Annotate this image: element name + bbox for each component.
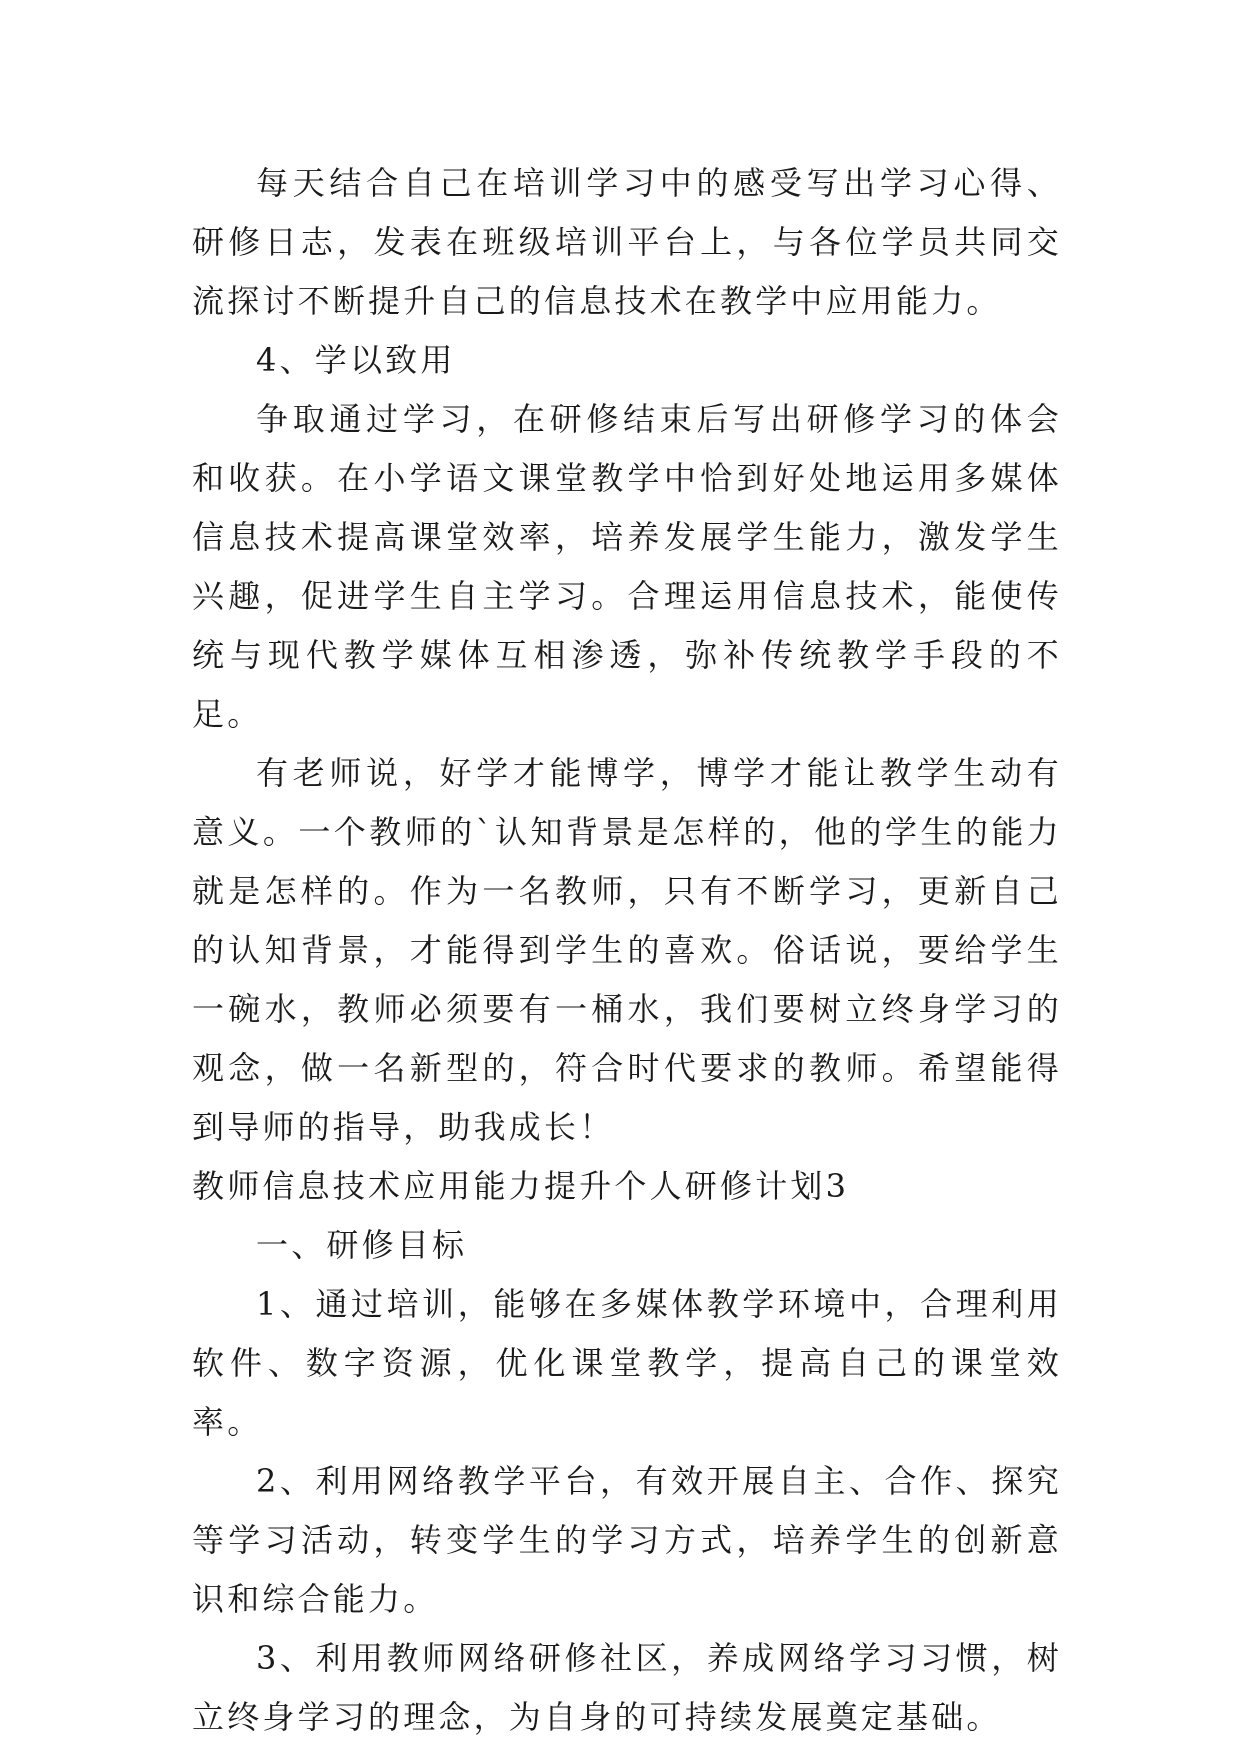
subheading-apply-learning: 4、学以致用: [256, 341, 456, 379]
paragraph-goals: 争取通过学习，在研修结束后写出研修学习的体会和收获。在小学语文课堂教学中恰到好处地运用多媒体信息技术提高课堂效率，培养发展学生能力，激发学生兴趣，促进学生自主学习。合理运用信息技术，能使传统与现代教学媒体互相渗透，弥补传统教学手段的不足。: [192, 400, 1062, 733]
section-heading-objectives: 一、研修目标: [256, 1226, 468, 1264]
section-title: 教师信息技术应用能力提升个人研修计划3: [192, 1167, 850, 1205]
paragraph-teacher-quote: 有老师说，好学才能博学，博学才能让教学生动有意义。一个教师的`认知背景是怎样的，他的学生的能力就是怎样的。作为一名教师，只有不断学习，更新自己的认知背景，才能得到学生的喜欢。俗话说，要给学生一碗水，教师必须要有一桶水，我们要树立终身学习的观念，做一名新型的，符合时代要求的教师。希望能得到导师的指导，助我成长！: [192, 754, 1062, 1146]
document-body: [192, 154, 1062, 1747]
paragraph-reflection: 每天结合自己在培训学习中的感受写出学习心得、研修日志，发表在班级培训平台上，与各位学员共同交流探讨不断提升自己的信息技术在教学中应用能力。: [192, 164, 1062, 320]
objective-item-3: 3、利用教师网络研修社区，养成网络学习习惯，树立终身学习的理念，为自身的可持续发展奠定基础。: [192, 1639, 1062, 1736]
objective-item-1: 1、通过培训，能够在多媒体教学环境中，合理利用软件、数字资源，优化课堂教学，提高自己的课堂效率。: [192, 1285, 1062, 1441]
objective-item-2: 2、利用网络教学平台，有效开展自主、合作、探究等学习活动，转变学生的学习方式，培养学生的创新意识和综合能力。: [192, 1462, 1062, 1618]
